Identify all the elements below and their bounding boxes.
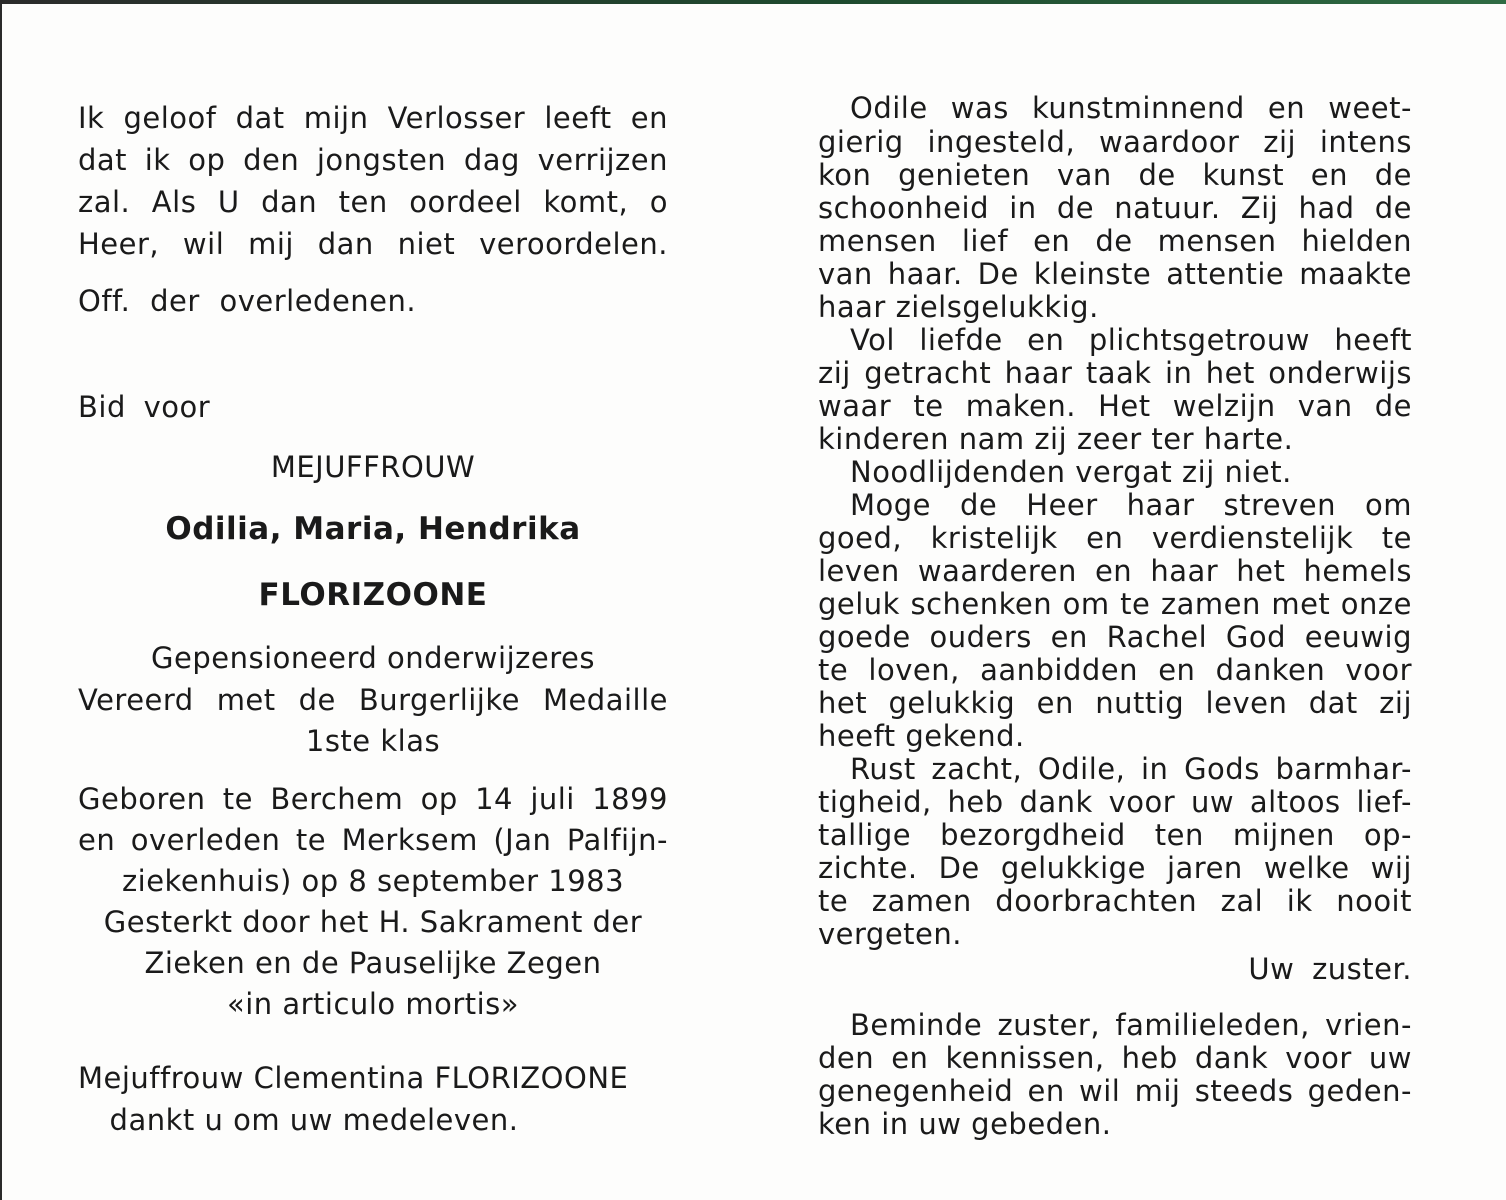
- text-line: tallige bezorgdheid ten mijnen op-: [818, 818, 1412, 852]
- text-line: zij getracht haar taak in het onderwijs: [818, 356, 1412, 390]
- thanks-line: Mejuffrouw Clementina FLORIZOONE: [78, 1061, 629, 1095]
- life-line: Gesterkt door het H. Sakrament der: [103, 905, 643, 939]
- text-line: leven waarderen en haar het hemels: [818, 554, 1412, 588]
- text-line: Moge de Heer haar streven om: [850, 488, 1412, 522]
- quote-line: Ik geloof dat mijn Verlosser leeft en: [78, 101, 668, 135]
- quote-line: zal. Als U dan ten oordeel komt, o: [78, 185, 668, 219]
- text-line: tigheid, heb dank voor uw altoos lief-: [818, 785, 1412, 819]
- text-line: haar zielsgelukkig.: [818, 290, 1099, 324]
- thanks-line: dankt u om uw medeleven.: [109, 1103, 519, 1137]
- text-line: Beminde zuster, familieleden, vrien-: [850, 1008, 1412, 1042]
- deceased-given-names: Odilia, Maria, Hendrika: [165, 511, 581, 547]
- quote-source: Off. der overledenen.: [78, 284, 417, 318]
- text-line: geluk schenken om te zamen met onze: [818, 587, 1412, 621]
- title-line: Gepensioneerd onderwijzeres: [151, 641, 595, 675]
- text-line: vergeten.: [818, 917, 962, 951]
- text-line: heeft gekend.: [818, 719, 1025, 753]
- text-line: van haar. De kleinste attentie maakte: [818, 257, 1412, 291]
- life-line: Zieken en de Pauselijke Zegen: [144, 946, 602, 980]
- text-line: gierig ingesteld, waardoor zij intens: [818, 125, 1412, 159]
- title-line: Vereerd met de Burgerlijke Medaille: [78, 683, 668, 717]
- text-line: te loven, aanbidden en danken voor: [818, 653, 1412, 687]
- text-line: goede ouders en Rachel God eeuwig: [818, 620, 1412, 654]
- deceased-surname: FLORIZOONE: [258, 577, 488, 613]
- scan-top-edge: [0, 0, 1506, 4]
- text-line: kon genieten van de kunst en de: [818, 158, 1412, 192]
- text-line: Noodlijdenden vergat zij niet.: [850, 455, 1292, 489]
- text-line: kinderen nam zij zeer ter harte.: [818, 422, 1294, 456]
- text-line: te zamen doorbrachten zal ik nooit: [818, 884, 1412, 918]
- text-line: mensen lief en de mensen hielden: [818, 224, 1412, 258]
- text-line: waar te maken. Het welzijn van de: [818, 389, 1412, 423]
- quote-line: dat ik op den jongsten dag verrijzen: [78, 143, 668, 177]
- life-line: ziekenhuis) op 8 september 1983: [121, 864, 625, 898]
- scan-left-edge: [0, 0, 2, 1200]
- text-line: Vol liefde en plichtsgetrouw heeft: [850, 323, 1412, 357]
- honorific: MEJUFFROUW: [270, 450, 476, 484]
- life-line: «in articulo mortis»: [226, 987, 520, 1021]
- text-line: Rust zacht, Odile, in Gods barmhar-: [850, 752, 1412, 786]
- text-line: genegenheid en wil mij steeds geden-: [818, 1074, 1412, 1108]
- signature: Uw zuster.: [1248, 952, 1412, 986]
- text-line: het gelukkig en nuttig leven dat zij: [818, 686, 1412, 720]
- quote-line: Heer, wil mij dan niet veroordelen.: [78, 227, 668, 261]
- text-line: zichte. De gelukkige jaren welke wij: [818, 851, 1412, 885]
- text-line: Odile was kunstminnend en weet-: [850, 91, 1412, 125]
- text-line: ken in uw gebeden.: [818, 1107, 1112, 1141]
- pray-for: Bid voor: [78, 390, 211, 424]
- life-line: Geboren te Berchem op 14 juli 1899: [78, 782, 668, 816]
- text-line: goed, kristelijk en verdienstelijk te: [818, 521, 1412, 555]
- text-line: den en kennissen, heb dank voor uw: [818, 1041, 1412, 1075]
- title-line: 1ste klas: [305, 724, 441, 758]
- text-line: schoonheid in de natuur. Zij had de: [818, 191, 1412, 225]
- life-line: en overleden te Merksem (Jan Palfijn-: [78, 823, 668, 857]
